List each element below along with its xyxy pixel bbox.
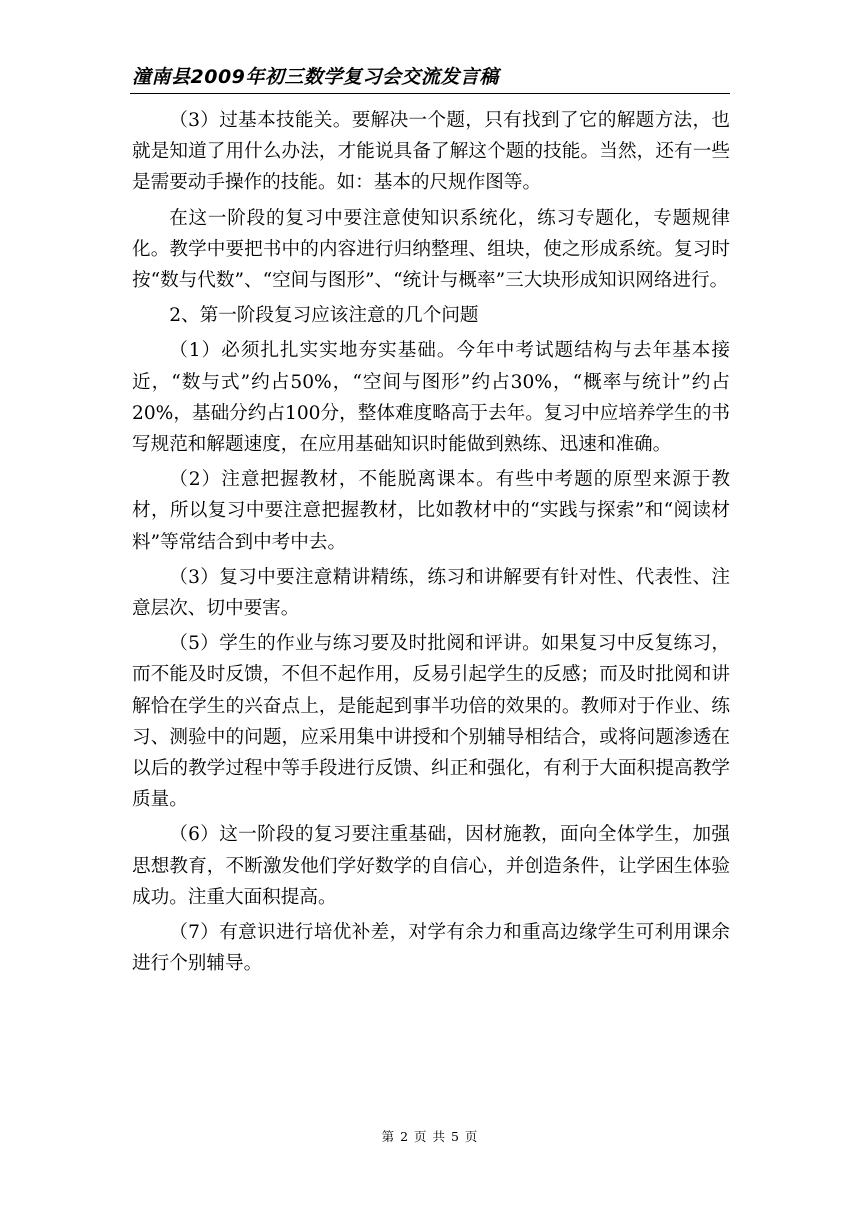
paragraph: （1）必须扎扎实实地夯实基础。今年中考试题结构与去年基本接近，“数与式”约占50%，“空间与图形”约占30%，“概率与统计”约占20%，基础分约占100分，整体难度略高于去年。复习中应培养学生的书写规范和解题速度，在应用基础知识时能做到熟练、迅速和准确。 [132,340,730,456]
header-divider [130,93,730,94]
paragraph: （2）注意把握教材，不能脱离课本。有些中考题的原型来源于教材，所以复习中要注意把握教材，比如教材中的“实践与探索”和“阅读材料”等常结合到中考中去。 [132,469,730,553]
section-heading: 2、第一阶段复习应该注意的几个问题 [169,305,479,327]
body-text [132,105,730,979]
header-title: 潼南县2009年初三数学复习会交流发言稿 [132,66,499,88]
paragraph: （6）这一阶段的复习要注重基础，因材施教，面向全体学生，加强思想教育，不断激发他们学好数学的自信心，并创造条件，让学困生体验成功。注重大面积提高。 [132,824,730,908]
paragraph: （5）学生的作业与练习要及时批阅和评讲。如果复习中反复练习，而不能及时反馈，不但不起作用，反易引起学生的反感；而及时批阅和讲解恰在学生的兴奋点上，是能起到事半功倍的效果的。教师对于作业、练习、测验中的问题，应采用集中讲授和个别辅导相结合，或将问题渗透在以后的教学过程中等手段进行反馈、纠正和强化，有利于大面积提高教学质量。 [132,633,730,811]
page-number-footer: 第 2 页 共 5 页 [381,1129,479,1144]
paragraph: （3）过基本技能关。要解决一个题，只有找到了它的解题方法，也就是知道了用什么办法，才能说具备了解这个题的技能。当然，还有一些是需要动手操作的技能。如：基本的尺规作图等。 [132,110,730,194]
paragraph: （7）有意识进行培优补差，对学有余力和重高边缘学生可利用课余进行个别辅导。 [132,922,730,975]
paragraph: （3）复习中要注意精讲精练，练习和讲解要有针对性、代表性、注意层次、切中要害。 [132,566,730,620]
paragraph: 在这一阶段的复习中要注意使知识系统化，练习专题化，专题规律化。教学中要把书中的内容进行归纳整理、组块，使之形成系统。复习时按“数与代数”、“空间与图形”、“统计与概率”三大块形成知识网络进行。 [132,207,730,292]
